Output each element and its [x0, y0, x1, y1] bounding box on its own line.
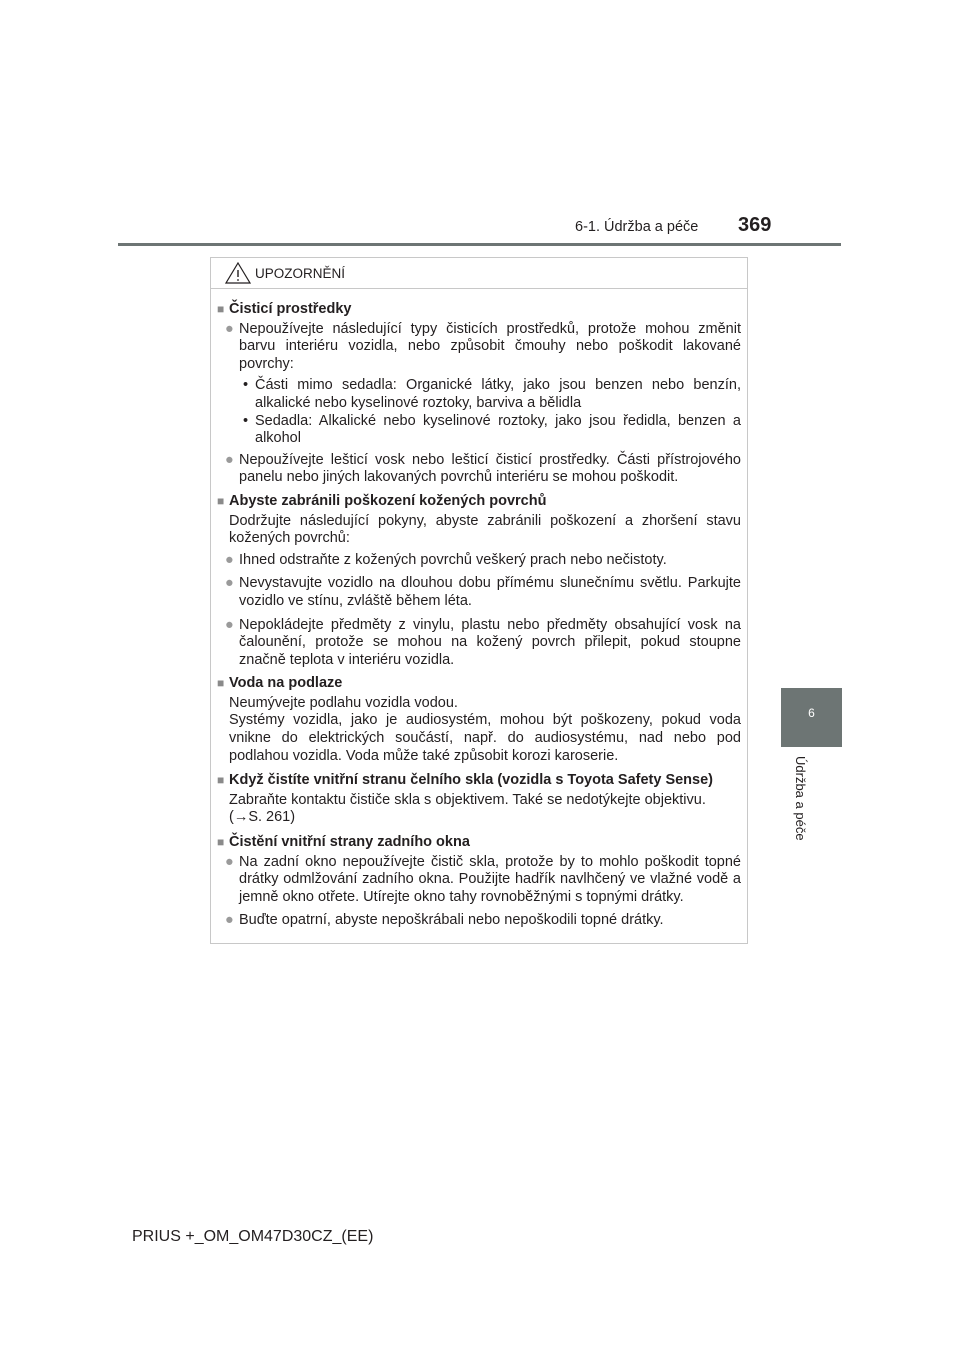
section-title-text: Voda na podlaze: [229, 675, 343, 692]
page-header-title: 6-1. Údržba a péče: [575, 219, 699, 235]
bullet-dot-icon: ●: [225, 616, 234, 633]
sub-item: [243, 413, 741, 448]
section-title: [217, 834, 741, 852]
list-item-text: Nepokládejte předměty z vinylu, plastu nebo předměty obsahující vosk na čalounění, protože se mohou na kožený povrch přilepit, pokud stoupne značně teplota v interiéru vozidla.: [239, 616, 741, 668]
list-item-text: Buďte opatrní, abyste nepoškrábali nebo nepoškodili topné drátky.: [239, 912, 664, 929]
section-title-text: Abyste zabránili poškození kožených povrchů: [229, 492, 547, 509]
section-title: [217, 772, 741, 790]
sub-item-text: Části mimo sedadla: Organické látky, jako jsou benzen nebo benzín, alkalické nebo kyselinové roztoky, barviva a bělidla: [255, 377, 741, 411]
warning-box: [210, 257, 748, 944]
sub-bullet-icon: •: [243, 412, 249, 429]
list-item: [217, 617, 741, 670]
footer-document-code: PRIUS +_OM_OM47D30CZ_(EE): [132, 1228, 374, 1245]
chapter-label: Údržba a péče: [793, 756, 808, 841]
square-bullet-icon: ■: [217, 835, 225, 850]
list-item: [217, 912, 741, 930]
section-title-text: Čistění vnitřní strany zadního okna: [229, 834, 470, 851]
paragraph: Neumývejte podlahu vozidla vodou.: [229, 694, 458, 711]
section-title-text: Čisticí prostředky: [229, 301, 352, 317]
list-item: [217, 452, 741, 487]
section-title-text: Když čistíte vnitřní stranu čelního skla (vozidla s Toyota Safety Sense): [229, 772, 714, 789]
paragraph: Systémy vozidla, jako je audiosystém, mohou být poškozeny, pokud voda vnikne do elektrických součástí, např. do audiosystému, nad nebo pod podlahou vozidla. Voda může také způsobit korozi karoserie.: [229, 712, 741, 764]
warning-triangle-icon: [225, 262, 251, 284]
bullet-dot-icon: ●: [225, 853, 234, 870]
warning-content: [211, 289, 747, 930]
square-bullet-icon: ■: [217, 302, 225, 316]
sub-bullet-icon: •: [243, 377, 249, 394]
bullet-dot-icon: ●: [225, 551, 234, 568]
warning-title: UPOZORNĚNÍ: [255, 266, 346, 281]
paragraph: Dodržujte následující pokyny, abyste zabránili poškození a zhoršení stavu kožených povrchů:: [229, 512, 741, 547]
section-title: [217, 675, 741, 693]
square-bullet-icon: ■: [217, 676, 225, 691]
bullet-dot-icon: ●: [225, 912, 234, 929]
list-item-text: Nepoužívejte následující typy čisticích prostředků, protože mohou změnit barvu interiéru vozidla, nebo způsobit čmouhy nebo poškodit lakované povrchy:: [239, 320, 741, 372]
sub-item-text: Sedadla: Alkalické nebo kyselinové roztoky, jako jsou ředidla, benzen a alkohol: [255, 412, 741, 447]
chapter-number: 6: [808, 706, 815, 720]
bullet-dot-icon: ●: [225, 451, 234, 468]
list-item-text: Nepoužívejte lešticí vosk nebo lešticí čisticí prostředky. Části přístrojového panelu nebo jiných lakovaných povrchů interiéru se mohou poškodit.: [239, 451, 741, 486]
list-item: [217, 854, 741, 907]
header-rule: [118, 243, 841, 246]
list-item-text: Nevystavujte vozidlo na dlouhou dobu přímému slunečnímu světlu. Parkujte vozidlo ve stínu, zvláště během léta.: [239, 575, 741, 609]
section-title: [217, 301, 741, 319]
paragraph: Zabraňte kontaktu čističe skla s objektivem. Také se nedotýkejte objektivu.: [229, 791, 706, 808]
sub-item: [243, 377, 741, 412]
square-bullet-icon: ■: [217, 773, 225, 788]
bullet-dot-icon: ●: [225, 320, 234, 337]
section-title: [217, 493, 741, 511]
bullet-dot-icon: ●: [225, 575, 234, 592]
square-bullet-icon: ■: [217, 493, 225, 508]
list-item-text: Na zadní okno nepoužívejte čistič skla, protože by to mohlo poškodit topné drátky odmlžování zadního okna. Použijte hadřík navlhčený ve vlažné vodě a jemně okno otřete. Utírejte okno tahy rovnoběžnými s topnými drátky.: [239, 853, 741, 905]
list-item: [217, 552, 741, 570]
page-reference: (→S. 261): [229, 809, 296, 826]
list-item-text: Ihned odstraňte z kožených povrchů veškerý prach nebo nečistoty.: [239, 551, 667, 568]
warning-header: [211, 258, 747, 289]
list-item: [217, 575, 741, 610]
list-item: [217, 321, 741, 374]
page-number: 369: [738, 214, 772, 236]
